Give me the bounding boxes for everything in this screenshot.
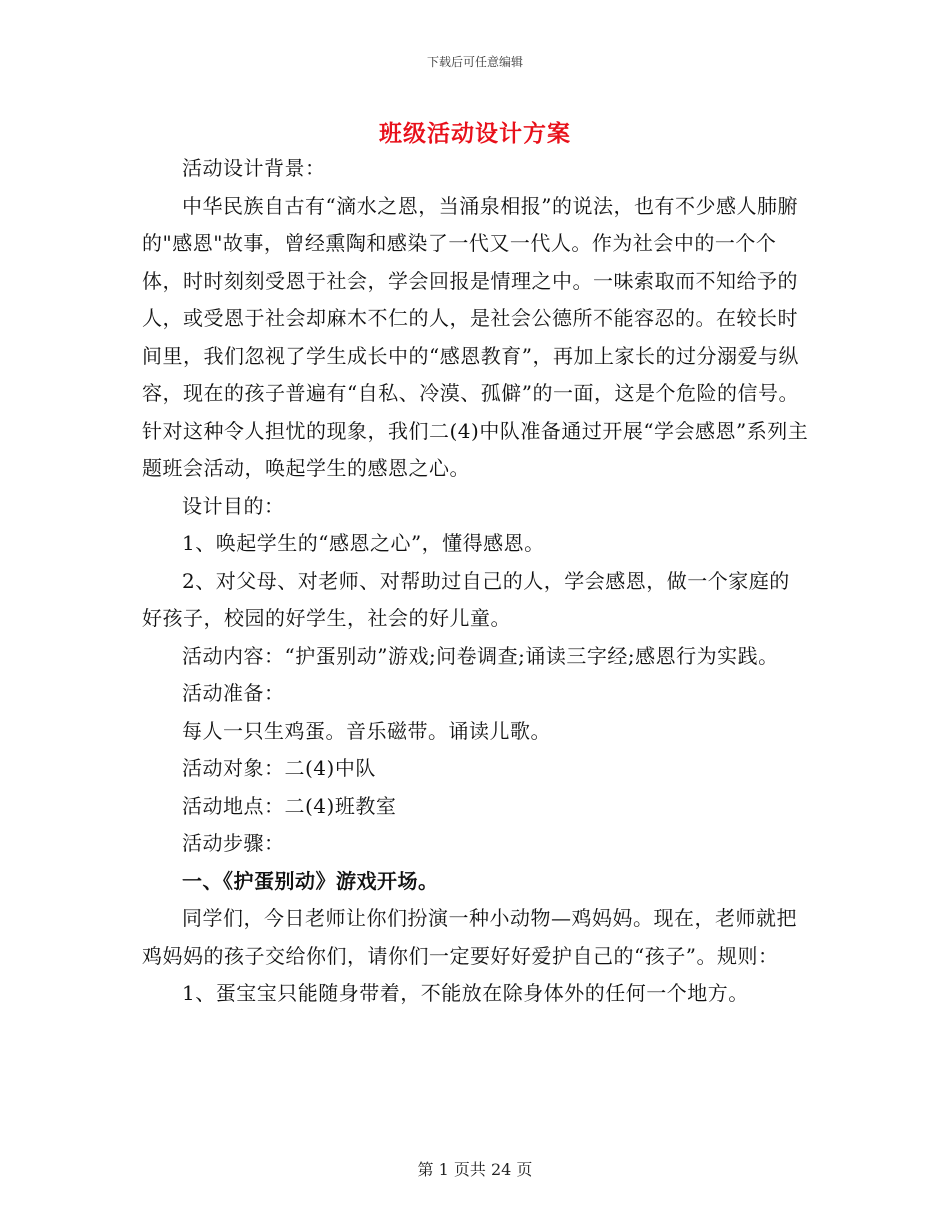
step-1-heading: 一、《护蛋别动》游戏开场。 — [182, 868, 439, 893]
activity-location: 活动地点：二(4)班教室 — [182, 793, 397, 818]
purpose-item-2: 2、对父母、对老师、对帮助过自己的人，学会感恩，做一个家庭的好孩子，校园的好学生，社会的好儿童。 — [142, 568, 790, 630]
section-heading-steps: 活动步骤： — [182, 831, 285, 855]
step-1-paragraph: 同学们，今日老师让你们扮演一种小动物—鸡妈妈。现在，老师就把鸡妈妈的孩子交给你们，请你们一定要好好爱护自己的“孩子”。规则： — [142, 906, 797, 968]
rule-item-1: 1、蛋宝宝只能随身带着，不能放在除身体外的任何一个地方。 — [182, 981, 749, 1005]
header-note: 下载后可任意编辑 — [426, 55, 523, 69]
purpose-item-1: 1、唤起学生的“感恩之心”，懂得感恩。 — [182, 531, 545, 555]
page-footer: 第 1 页共 24 页 — [417, 1160, 533, 1179]
activity-target: 活动对象：二(4)中队 — [182, 756, 376, 780]
document-body — [142, 150, 810, 1013]
preparation-text: 每人一只生鸡蛋。音乐磁带。诵读儿歌。 — [182, 718, 551, 743]
section-heading-purpose: 设计目的： — [182, 493, 285, 518]
section-heading-background: 活动设计背景： — [182, 156, 326, 180]
document-title: 班级活动设计方案 — [379, 120, 571, 147]
section-heading-preparation: 活动准备： — [182, 681, 285, 705]
background-paragraph: 中华民族自古有“滴水之恩，当涌泉相报”的说法，也有不少感人肺腑的"感恩"故事，曾经熏陶和感染了一代又一代人。作为社会中的一个个体，时时刻刻受恩于社会，学会回报是情理之中。一味索取而不知给予的人，或受恩于社会却麻木不仁的人，是社会公德所不能容忍的。在较长时间里，我们忽视了学生成长中的“感恩教育”，再加上家长的过分溺爱与纵容，现在的孩子普遍有“自私、冷漠、孤僻”的一面，这是个危险的信号。针对这种令人担忧的现象，我们二(4)中队准备通过开展“学会感恩”系列主题班会活动，唤起学生的感恩之心。 — [142, 193, 809, 480]
activity-content: 活动内容：“护蛋别动”游戏;问卷调查;诵读三字经;感恩行为实践。 — [182, 643, 779, 668]
